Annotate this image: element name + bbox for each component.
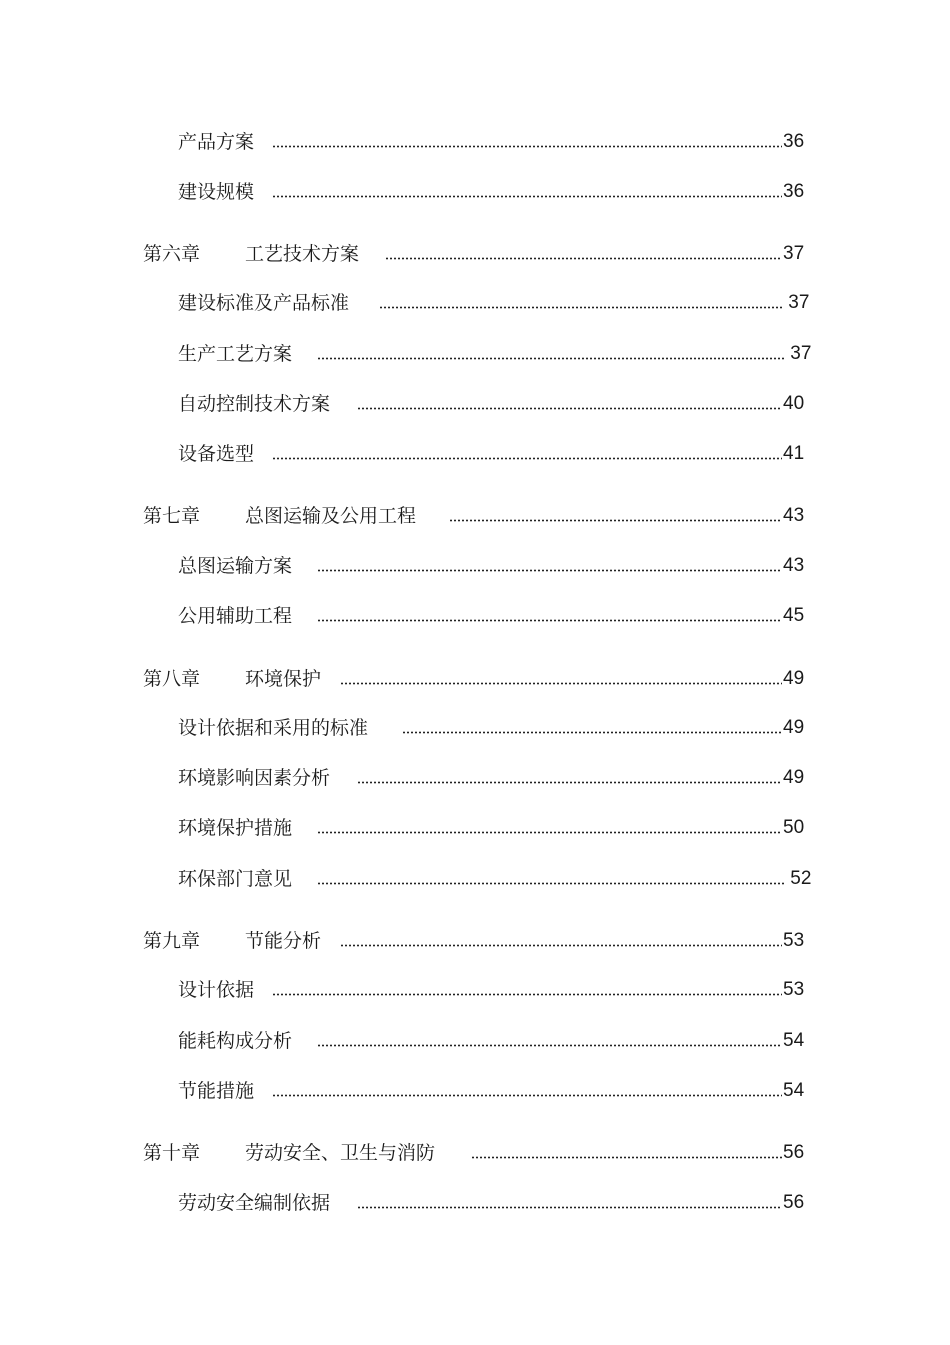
toc-chapter-number: 第六章 xyxy=(143,243,201,265)
toc-page-number: 53 xyxy=(783,930,805,951)
toc-section-row[interactable] xyxy=(178,716,368,740)
leader-dots xyxy=(317,882,784,885)
toc-page-number: 37 xyxy=(783,292,810,313)
toc-page-number: 49 xyxy=(783,767,805,788)
toc-chapter-row[interactable] xyxy=(143,1141,435,1165)
toc-chapter-number: 第七章 xyxy=(143,505,201,527)
toc-section-title: 生产工艺方案 xyxy=(178,343,293,365)
leader-dots xyxy=(379,306,782,309)
toc-chapter-title: 工艺技术方案 xyxy=(245,243,360,265)
toc-chapter-title: 节能分析 xyxy=(245,930,322,952)
leader-dots xyxy=(385,257,782,260)
toc-page-number: 43 xyxy=(783,505,805,526)
toc-section-title: 设备选型 xyxy=(178,443,255,465)
toc-page-number: 54 xyxy=(783,1030,805,1051)
toc-page-number: 49 xyxy=(783,668,805,689)
toc-page-number: 56 xyxy=(783,1142,805,1163)
toc-section-row[interactable] xyxy=(178,180,254,204)
toc-section-title: 环境保护措施 xyxy=(178,817,293,839)
toc-section-title: 环境影响因素分析 xyxy=(178,767,331,789)
toc-section-title: 建设规模 xyxy=(178,181,255,203)
toc-chapter-row[interactable] xyxy=(143,667,321,691)
toc-section-row[interactable] xyxy=(178,554,292,578)
toc-section-row[interactable] xyxy=(178,1079,254,1103)
toc-page-number: 36 xyxy=(783,131,805,152)
toc-section-title: 能耗构成分析 xyxy=(178,1030,293,1052)
toc-page-number: 50 xyxy=(783,817,805,838)
leader-dots xyxy=(471,1156,782,1159)
toc-page-number: 56 xyxy=(783,1192,805,1213)
leader-dots xyxy=(357,781,782,784)
leader-dots xyxy=(317,619,782,622)
toc-section-row[interactable] xyxy=(178,766,330,790)
toc-section-row[interactable] xyxy=(178,1029,292,1053)
leader-dots xyxy=(272,457,782,460)
toc-page-number: 37 xyxy=(783,243,805,264)
toc-chapter-row[interactable] xyxy=(143,504,416,528)
toc-section-row[interactable] xyxy=(178,978,254,1002)
toc-section-row[interactable] xyxy=(178,442,254,466)
toc-chapter-number: 第九章 xyxy=(143,930,201,952)
toc-chapter-title: 劳动安全、卫生与消防 xyxy=(245,1142,436,1164)
toc-page-number: 54 xyxy=(783,1080,805,1101)
leader-dots xyxy=(340,682,782,685)
toc-section-title: 设计依据 xyxy=(178,979,255,1001)
toc-page-number: 53 xyxy=(783,979,805,1000)
toc-section-row[interactable] xyxy=(178,291,349,315)
leader-dots xyxy=(357,1206,782,1209)
toc-section-row[interactable] xyxy=(178,816,292,840)
toc-chapter-number: 第十章 xyxy=(143,1142,201,1164)
toc-page-number: 36 xyxy=(783,181,805,202)
toc-section-row[interactable] xyxy=(178,342,292,366)
leader-dots xyxy=(272,145,782,148)
toc-section-title: 环保部门意见 xyxy=(178,868,293,890)
toc-section-row[interactable] xyxy=(178,604,292,628)
toc-section-title: 总图运输方案 xyxy=(178,555,293,577)
leader-dots xyxy=(272,993,782,996)
toc-page-number: 40 xyxy=(783,393,805,414)
toc-section-row[interactable] xyxy=(178,867,292,891)
toc-section-title: 设计依据和采用的标准 xyxy=(178,717,369,739)
toc-section-row[interactable] xyxy=(178,130,254,154)
leader-dots xyxy=(272,195,782,198)
toc-section-title: 公用辅助工程 xyxy=(178,605,293,627)
toc-section-title: 产品方案 xyxy=(178,131,255,153)
toc-section-row[interactable] xyxy=(178,1191,330,1215)
toc-page-number: 37 xyxy=(785,343,812,364)
leader-dots xyxy=(272,1094,782,1097)
toc-section-title: 节能措施 xyxy=(178,1080,255,1102)
toc-chapter-number: 第八章 xyxy=(143,668,201,690)
leader-dots xyxy=(317,357,784,360)
toc-section-row[interactable] xyxy=(178,392,330,416)
toc-page-number: 41 xyxy=(783,443,805,464)
toc-page-number: 49 xyxy=(783,717,805,738)
toc-page-number: 45 xyxy=(783,605,805,626)
toc-chapter-row[interactable] xyxy=(143,929,321,953)
leader-dots xyxy=(317,1044,782,1047)
leader-dots xyxy=(317,569,782,572)
toc-section-title: 自动控制技术方案 xyxy=(178,393,331,415)
toc-page-number: 52 xyxy=(785,868,812,889)
leader-dots xyxy=(317,831,782,834)
leader-dots xyxy=(402,731,782,734)
leader-dots xyxy=(449,519,782,522)
toc-page-number: 43 xyxy=(783,555,805,576)
toc-section-title: 劳动安全编制依据 xyxy=(178,1192,331,1214)
toc-chapter-title: 总图运输及公用工程 xyxy=(245,505,417,527)
toc-chapter-title: 环境保护 xyxy=(245,668,322,690)
toc-section-title: 建设标准及产品标准 xyxy=(178,292,350,314)
leader-dots xyxy=(357,407,782,410)
toc-chapter-row[interactable] xyxy=(143,242,359,266)
leader-dots xyxy=(340,944,782,947)
